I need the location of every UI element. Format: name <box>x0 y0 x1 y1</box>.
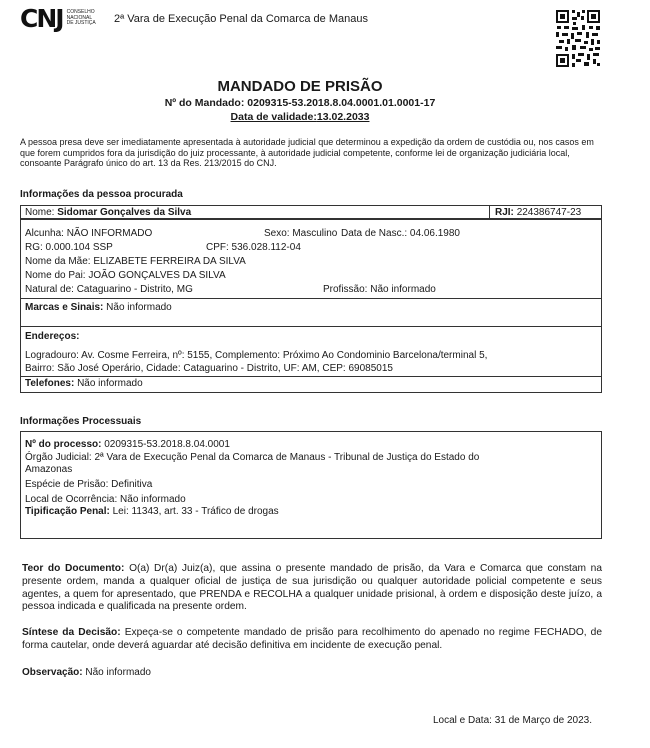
validity-value: 13.02.2033 <box>316 111 370 123</box>
decision-summary <box>22 627 602 653</box>
document-content <box>22 563 602 614</box>
teor-label: Teor do Documento: <box>22 563 125 574</box>
name-value: Sidomar Gonçalves da Silva <box>57 207 192 218</box>
rji-label: RJI: <box>495 207 514 218</box>
process-number <box>25 439 230 451</box>
court-name: 2ª Vara de Execução Penal da Comarca de Manaus <box>114 13 368 25</box>
occurrence-place: Local de Ocorrência: Não informado <box>25 494 186 505</box>
observation <box>22 667 151 679</box>
logo-subtitle-line: DE JUSTIÇA <box>66 20 96 27</box>
name-row <box>20 205 602 219</box>
divider <box>21 326 601 327</box>
observation-label: Observação: <box>22 667 83 678</box>
validity-date <box>0 111 600 123</box>
logo-subtitle-line: CONSELHO <box>66 9 95 16</box>
addresses-label <box>25 331 79 343</box>
marks-label: Marcas e Sinais: <box>25 302 104 313</box>
observation-value: Não informado <box>85 667 151 678</box>
person-name <box>25 207 191 219</box>
profession: Profissão: Não informado <box>323 284 436 295</box>
birthplace: Natural de: Cataguarino - Distrito, MG <box>25 284 193 295</box>
process-number-value: 0209315-53.2018.8.04.0001 <box>104 439 230 450</box>
penal-typification <box>25 506 279 518</box>
divider <box>21 298 601 299</box>
phones-label: Telefones: <box>25 378 75 389</box>
marks-value: Não informado <box>106 302 172 313</box>
cpf: CPF: 536.028.112-04 <box>206 242 301 253</box>
name-label: Nome: <box>25 207 55 218</box>
alias: Alcunha: NÃO INFORMADO <box>25 228 153 239</box>
addresses-label-text: Endereços: <box>25 331 80 342</box>
cnj-logo <box>20 6 96 31</box>
arrest-kind: Espécie de Prisão: Definitiva <box>25 479 153 490</box>
divider <box>21 376 601 377</box>
warrant-number-label: Nº do Mandado: <box>164 97 245 109</box>
cnj-logo-mark: CNJ <box>20 4 63 33</box>
mother-name: Nome da Mãe: ELIZABETE FERREIRA DA SILVA <box>25 256 246 267</box>
father-name: Nome do Pai: JOÃO GONÇALVES DA SILVA <box>25 270 226 281</box>
place-and-date: Local e Data: 31 de Março de 2023. <box>433 715 592 726</box>
process-section-title: Informações Processuais <box>20 416 142 427</box>
rji-value: 224386747-23 <box>516 207 582 218</box>
rji <box>495 207 581 219</box>
phones-value: Não informado <box>77 378 143 389</box>
intro-paragraph: A pessoa presa deve ser imediatamente apresentada à autoridade judicial que determinou a expedição da ordem de custódia ou, nos casos em que forem cumpridos fora da jurisdição do juiz processante, à autoridade judicial competente, conforme lei de organização judiciária local, consoante Parágrafo único do art. 13 da Res. 213/2015 do CNJ. <box>20 137 594 168</box>
phones <box>25 378 143 390</box>
document-title: MANDADO DE PRISÃO <box>217 78 383 95</box>
process-box <box>20 431 602 539</box>
warrant-number <box>0 97 600 109</box>
warrant-number-value: 0209315-53.2018.8.04.0001.01.0001-17 <box>247 97 436 109</box>
address-line-2: Bairro: São José Operário, Cidade: Cataguarino - Distrito, UF: AM, CEP: 69085015 <box>25 363 393 374</box>
judicial-organ-line-2: Amazonas <box>25 464 73 475</box>
sex: Sexo: Masculino <box>264 228 338 239</box>
validity-label: Data de validade: <box>230 111 317 123</box>
sintese-label: Síntese da Decisão: <box>22 627 121 638</box>
process-number-label: Nº do processo: <box>25 439 102 450</box>
logo-subtitle-line: NACIONAL <box>66 14 93 21</box>
teor-text: O(a) Dr(a) Juiz(a), que assina o presente mandado de prisão, da Vara e Comarca que constam na presente ordem, manda a qualquer oficial de justiça de sua jurisdição ou qualquer autoridade policial competente e seus agentes, a quem for apresentado, que PRENDA e RECOLHA a qualquer unidade prisional, à ordem e disposição deste juízo, a pessoa indicada e qualificada na presente ordem. <box>22 563 602 613</box>
rg: RG: 0.000.104 SSP <box>25 242 113 253</box>
typification-label: Tipificação Penal: <box>25 506 110 517</box>
judicial-organ-line-1: Órgão Judicial: 2ª Vara de Execução Penal da Comarca de Manaus - Tribunal de Justiça do Estado do <box>25 452 480 463</box>
address-line-1: Logradouro: Av. Cosme Ferreira, nº: 5155, Complemento: Próximo Ao Condominio Barcelona/terminal 5, <box>25 350 488 361</box>
cnj-logo-subtitle <box>67 10 96 27</box>
qr-code-icon <box>555 8 601 68</box>
marks-and-signs <box>25 302 172 314</box>
person-section-title: Informações da pessoa procurada <box>20 189 183 200</box>
sintese-text: Expeça-se o competente mandado de prisão para recolhimento do apenado no regime FECHADO, de forma cautelar, onde deverá aguardar até decisão definitiva em incidente de execução penal. <box>22 627 602 651</box>
divider <box>489 206 490 218</box>
typification-value: Lei: 11343, art. 33 - Tráfico de drogas <box>112 506 279 517</box>
person-details-box <box>20 219 602 393</box>
birth-date: Data de Nasc.: 04.06.1980 <box>341 228 460 239</box>
